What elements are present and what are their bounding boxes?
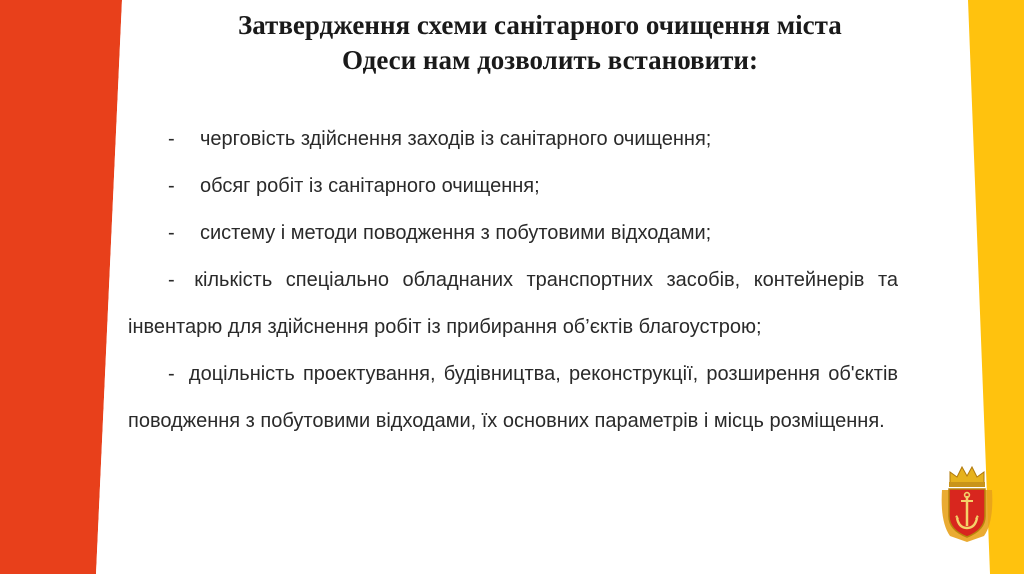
title-line-1: Затвердження схеми санітарного очищення міста [238,10,842,40]
list-item-text: кількість спеціально обладнаних транспортних засобів, контейнерів та інвентарю для здійснення робіт із прибирання об’єктів благоустрою; [128,269,898,338]
odesa-coat-of-arms-icon [938,462,996,544]
list-item-text: обсяг робіт із санітарного очищення; [200,175,540,197]
list-item-text: черговість здійснення заходів із санітарного очищення; [200,128,712,150]
list-dash: - [168,363,175,385]
bullet-list [128,116,898,445]
list-item [128,351,898,445]
title-line-2: Одеси нам дозволить встановити: [342,45,758,75]
list-item-text: доцільність проектування, будівництва, реконструкції, розширення об'єктів поводження з побутовими відходами, їх основних параметрів і місць розміщення. [128,363,899,432]
list-item [128,116,898,163]
list-item-text: систему і методи поводження з побутовими відходами; [200,222,712,244]
list-dash: - [168,128,175,150]
list-dash: - [168,222,175,244]
list-dash: - [168,269,175,291]
list-dash: - [168,175,175,197]
page-title [130,8,970,78]
list-item [128,163,898,210]
list-item [128,257,898,351]
list-item [128,210,898,257]
